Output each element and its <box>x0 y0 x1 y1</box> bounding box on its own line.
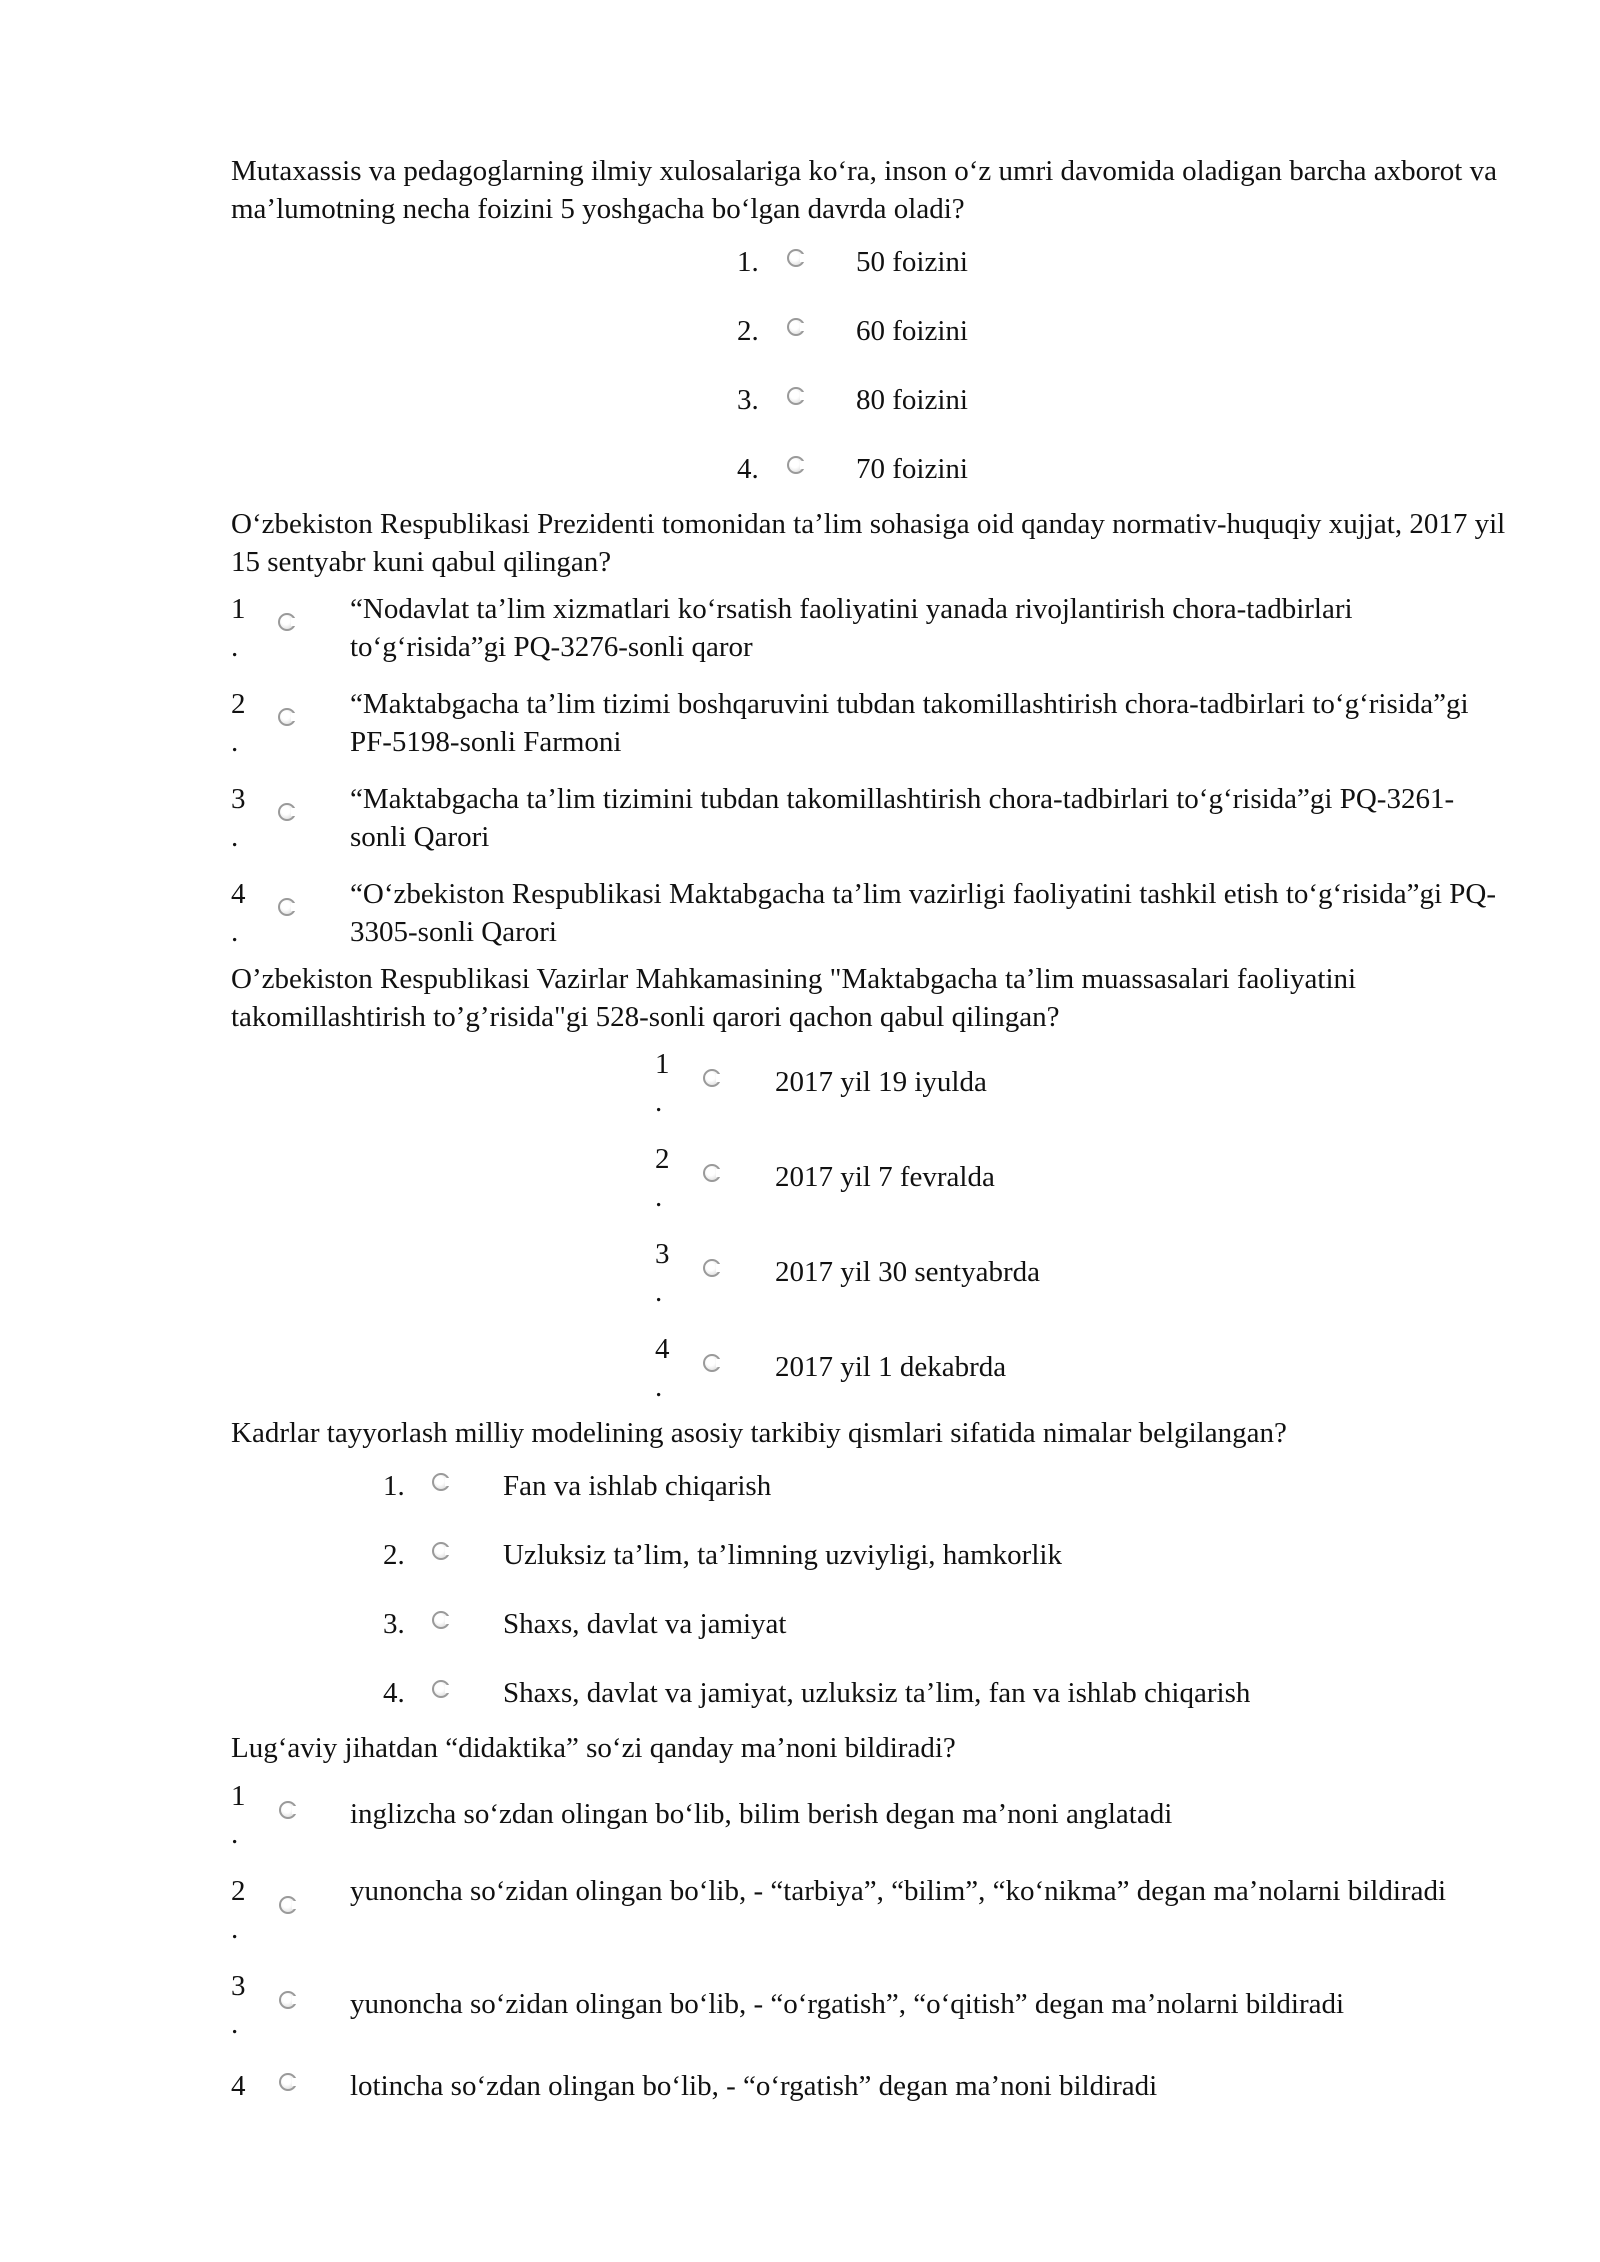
radio-button-icon[interactable] <box>278 613 296 631</box>
question-5-option-4[interactable] <box>231 2067 1531 2107</box>
question-2-option-3[interactable] <box>231 780 1531 860</box>
radio-button-icon[interactable] <box>787 456 805 474</box>
question-2-text: O‘zbekiston Respublikasi Prezidenti tomonidan ta’lim sohasiga oid qanday normativ-huquqiy xujjat, 2017 yil 15 sentyabr kuni qabul qilingan? <box>231 508 1506 578</box>
radio-button-icon[interactable] <box>279 2073 297 2091</box>
option-label: 80 foizini <box>856 384 968 416</box>
option-number: 2 . <box>231 688 246 758</box>
option-label: lotincha so‘zdan olingan bo‘lib, - “o‘rgatish” degan ma’noni bildiradi <box>350 2070 1158 2102</box>
option-label: 70 foizini <box>856 453 968 485</box>
option-number: 4. <box>383 1677 405 1709</box>
question-3-option-2[interactable] <box>655 1140 1155 1220</box>
option-label: 2017 yil 30 sentyabrda <box>775 1256 1040 1288</box>
question-1-text: Mutaxassis va pedagoglarning ilmiy xulosalariga ko‘ra, inson o‘z umri davomida oladigan barcha axborot va ma’lumotning necha foizini 5 yoshgacha bo‘lgan davrda oladi? <box>231 155 1497 225</box>
radio-button-icon[interactable] <box>432 1611 450 1629</box>
question-4-text: Kadrlar tayyorlash milliy modelining asosiy tarkibiy qismlari sifatida nimalar belgilangan? <box>231 1417 1287 1449</box>
option-label: 2017 yil 19 iyulda <box>775 1066 987 1098</box>
question-2-option-4[interactable] <box>231 875 1531 955</box>
option-label: 50 foizini <box>856 246 968 278</box>
radio-button-icon[interactable] <box>279 1896 297 1914</box>
option-label: “O‘zbekiston Respublikasi Maktabgacha ta’lim vazirligi faoliyatini tashkil etish to‘g‘risida”gi PQ-3305-sonli Qarori <box>350 878 1497 948</box>
option-number: 2 . <box>655 1143 670 1213</box>
option-label: Uzluksiz ta’lim, ta’limning uzviyligi, hamkorlik <box>503 1539 1062 1571</box>
question-3-option-3[interactable] <box>655 1235 1155 1315</box>
question-5-option-2[interactable] <box>231 1872 1531 1952</box>
question-4-option-2[interactable] <box>383 1536 1483 1576</box>
option-label: “Nodavlat ta’lim xizmatlari ko‘rsatish faoliyatini yanada rivojlantirish chora-tadbirlari to‘g‘risida”gi PQ-3276-sonli qaror <box>350 593 1353 663</box>
option-number: 3. <box>737 384 759 416</box>
question-1-option-4[interactable] <box>737 450 1137 490</box>
option-number: 3. <box>383 1608 405 1640</box>
radio-button-icon[interactable] <box>278 803 296 821</box>
radio-button-icon[interactable] <box>703 1164 721 1182</box>
question-4-option-1[interactable] <box>383 1467 1483 1507</box>
option-number: 4. <box>737 453 759 485</box>
option-number: 1 . <box>231 593 246 663</box>
option-label: “Maktabgacha ta’lim tizimi boshqaruvini tubdan takomillashtirish chora-tadbirlari to‘g‘risida”gi PF-5198-sonli Farmoni <box>350 688 1469 758</box>
option-number: 1 . <box>655 1048 670 1118</box>
option-label: Fan va ishlab chiqarish <box>503 1470 772 1502</box>
option-number: 1 . <box>231 1780 246 1850</box>
radio-button-icon[interactable] <box>278 898 296 916</box>
radio-button-icon[interactable] <box>432 1473 450 1491</box>
option-number: 1. <box>737 246 759 278</box>
radio-button-icon[interactable] <box>432 1680 450 1698</box>
question-1-option-3[interactable] <box>737 381 1137 421</box>
question-2-option-1[interactable] <box>231 590 1531 670</box>
option-number: 2. <box>383 1539 405 1571</box>
radio-button-icon[interactable] <box>279 1801 297 1819</box>
option-label: “Maktabgacha ta’lim tizimini tubdan takomillashtirish chora-tadbirlari to‘g‘risida”gi PQ-3261-sonli Qarori <box>350 783 1455 853</box>
option-number: 4 . <box>231 878 246 948</box>
question-5-option-1[interactable] <box>231 1777 1531 1857</box>
radio-button-icon[interactable] <box>703 1259 721 1277</box>
radio-button-icon[interactable] <box>278 708 296 726</box>
option-number: 3 . <box>231 1970 246 2040</box>
question-2-option-2[interactable] <box>231 685 1531 765</box>
option-number: 1. <box>383 1470 405 1502</box>
radio-button-icon[interactable] <box>787 387 805 405</box>
question-1-option-2[interactable] <box>737 312 1137 352</box>
question-3-text: O’zbekiston Respublikasi Vazirlar Mahkamasining "Maktabgacha ta’lim muassasalari faoliyatini takomillashtirish to’g’risida"gi 528-sonli qarori qachon qabul qilingan? <box>231 963 1357 1033</box>
option-number: 3 . <box>231 783 246 853</box>
radio-button-icon[interactable] <box>787 249 805 267</box>
radio-button-icon[interactable] <box>279 1991 297 2009</box>
question-4-option-3[interactable] <box>383 1605 1483 1645</box>
option-label: Shaxs, davlat va jamiyat, uzluksiz ta’lim, fan va ishlab chiqarish <box>503 1677 1251 1709</box>
option-label: yunoncha so‘zidan olingan bo‘lib, - “tarbiya”, “bilim”, “ko‘nikma” degan ma’nolarni bildiradi <box>350 1875 1446 1907</box>
question-1-option-1[interactable] <box>737 243 1137 283</box>
option-number: 4 <box>231 2070 246 2102</box>
option-label: Shaxs, davlat va jamiyat <box>503 1608 787 1640</box>
option-number: 4 . <box>655 1333 670 1403</box>
option-label: inglizcha so‘zdan olingan bo‘lib, bilim berish degan ma’noni anglatadi <box>350 1798 1173 1830</box>
question-3-option-4[interactable] <box>655 1330 1155 1410</box>
option-number: 2 . <box>231 1875 246 1945</box>
question-5-text: Lug‘aviy jihatdan “didaktika” so‘zi qanday ma’noni bildiradi? <box>231 1732 956 1764</box>
option-label: 2017 yil 7 fevralda <box>775 1161 995 1193</box>
option-number: 3 . <box>655 1238 670 1308</box>
question-4-option-4[interactable] <box>383 1674 1483 1714</box>
radio-button-icon[interactable] <box>703 1069 721 1087</box>
question-3-option-1[interactable] <box>655 1045 1155 1125</box>
option-label: yunoncha so‘zidan olingan bo‘lib, - “o‘rgatish”, “o‘qitish” degan ma’nolarni bildiradi <box>350 1988 1345 2020</box>
question-5-option-3[interactable] <box>231 1967 1531 2047</box>
radio-button-icon[interactable] <box>787 318 805 336</box>
option-label: 2017 yil 1 dekabrda <box>775 1351 1007 1383</box>
option-label: 60 foizini <box>856 315 968 347</box>
option-number: 2. <box>737 315 759 347</box>
radio-button-icon[interactable] <box>703 1354 721 1372</box>
radio-button-icon[interactable] <box>432 1542 450 1560</box>
